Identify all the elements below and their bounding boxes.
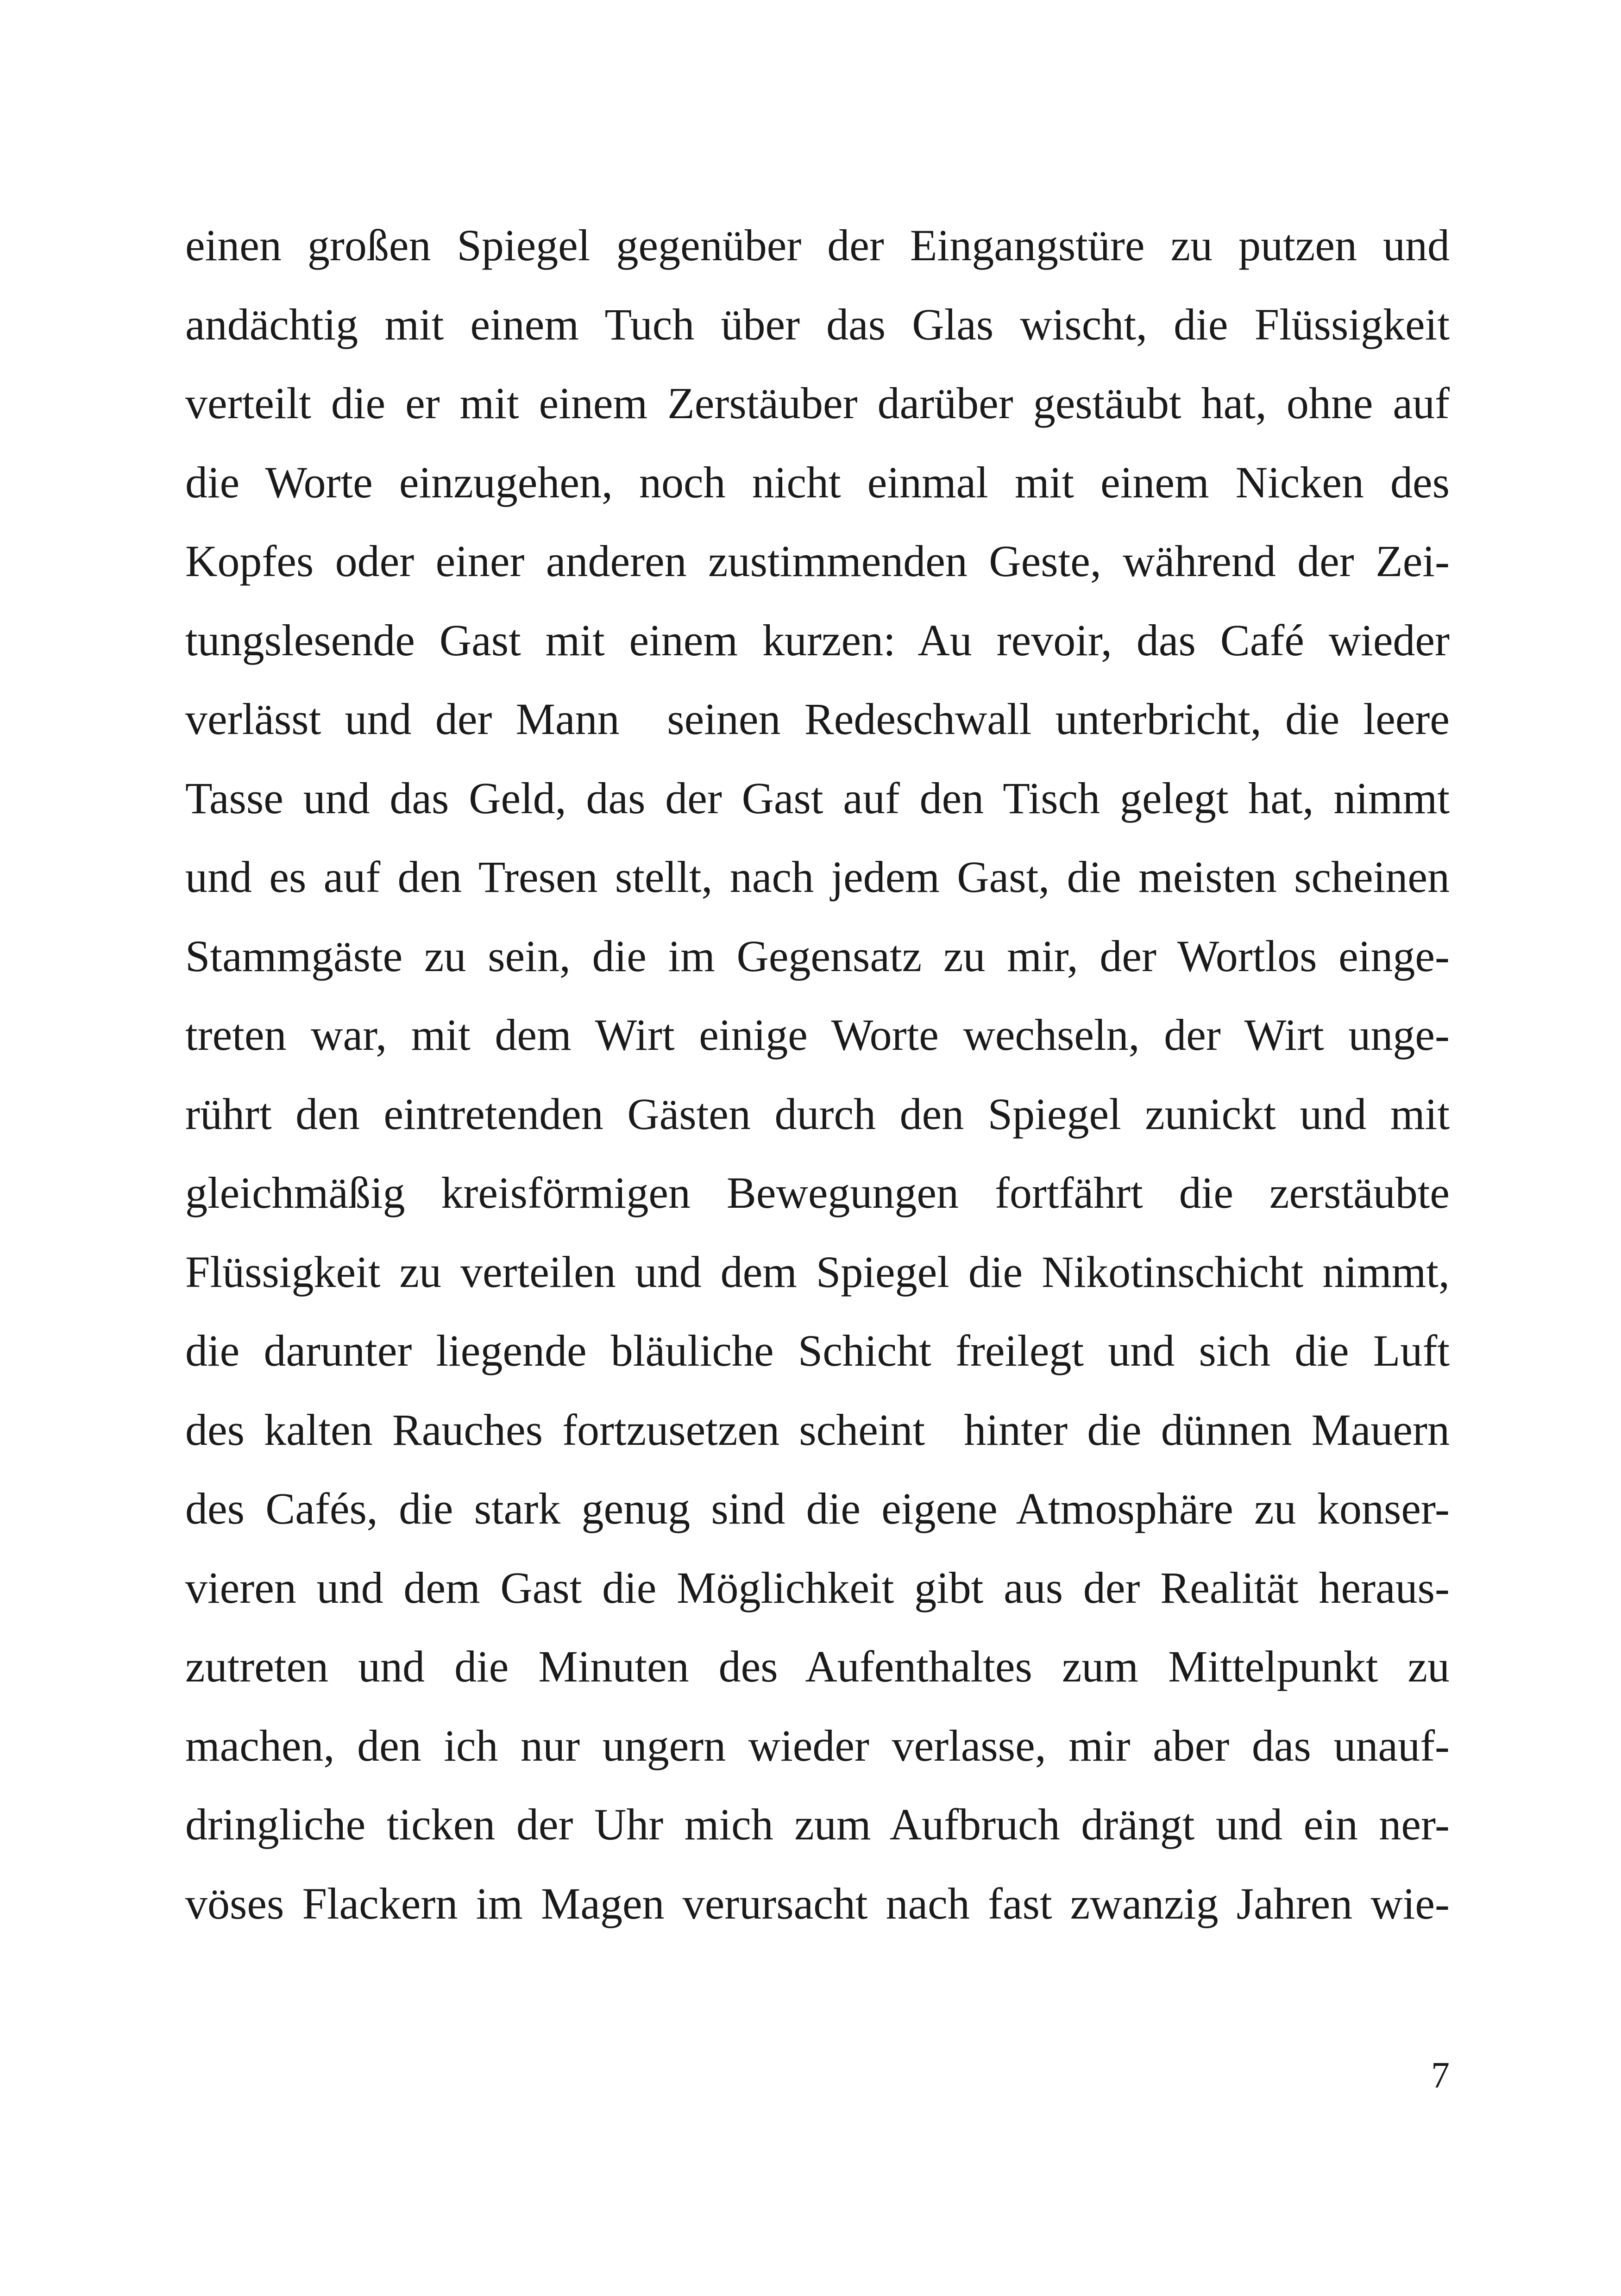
text-line: Kopfes oder einer anderen zustimmenden Geste, während der Zei- (185, 536, 1450, 586)
text-line: Stammgäste zu sein, die im Gegensatz zu mir, der Wortlos einge- (185, 931, 1450, 981)
text-line: des Cafés, die stark genug sind die eigene Atmosphäre zu konser- (185, 1484, 1450, 1533)
text-line: einen großen Spiegel gegenüber der Eingangstüre zu putzen und (185, 220, 1450, 270)
text-line: rührt den eintretenden Gästen durch den Spiegel zunickt und mit (185, 1089, 1450, 1139)
text-line: vöses Flackern im Magen verursacht nach fast zwanzig Jahren wie- (185, 1878, 1450, 1928)
text-line: tungslesende Gast mit einem kurzen: Au revoir, das Café wieder (185, 615, 1450, 665)
text-line: verteilt die er mit einem Zerstäuber darüber gestäubt hat, ohne auf (185, 378, 1450, 428)
text-line: verlässt und der Mann seinen Redeschwall unterbricht, die leere (185, 694, 1450, 744)
text-line: gleichmäßig kreisförmigen Bewegungen fortfährt die zerstäubte (185, 1168, 1450, 1217)
text-line: machen, den ich nur ungern wieder verlasse, mir aber das unauf- (185, 1720, 1450, 1770)
text-line: Tasse und das Geld, das der Gast auf den Tisch gelegt hat, nimmt (185, 773, 1450, 823)
text-line: andächtig mit einem Tuch über das Glas wischt, die Flüssigkeit (185, 299, 1450, 349)
text-line: des kalten Rauches fortzusetzen scheint hinter die dünnen Mauern (185, 1405, 1450, 1455)
text-line: Flüssigkeit zu verteilen und dem Spiegel die Nikotinschicht nimmt, (185, 1247, 1450, 1297)
text-line: dringliche ticken der Uhr mich zum Aufbruch drängt und ein ner- (185, 1800, 1450, 1849)
body-text (185, 206, 1450, 1943)
text-line: die Worte einzugehen, noch nicht einmal mit einem Nicken des (185, 457, 1450, 507)
text-line: und es auf den Tresen stellt, nach jedem Gast, die meisten scheinen (185, 852, 1450, 902)
text-line: zutreten und die Minuten des Aufenthaltes zum Mittelpunkt zu (185, 1642, 1450, 1691)
page-number: 7 (1431, 2055, 1450, 2096)
text-line: treten war, mit dem Wirt einige Worte wechseln, der Wirt unge- (185, 1010, 1450, 1060)
text-line: die darunter liegende bläuliche Schicht freilegt und sich die Luft (185, 1326, 1450, 1375)
text-line: vieren und dem Gast die Möglichkeit gibt aus der Realität heraus- (185, 1562, 1450, 1612)
